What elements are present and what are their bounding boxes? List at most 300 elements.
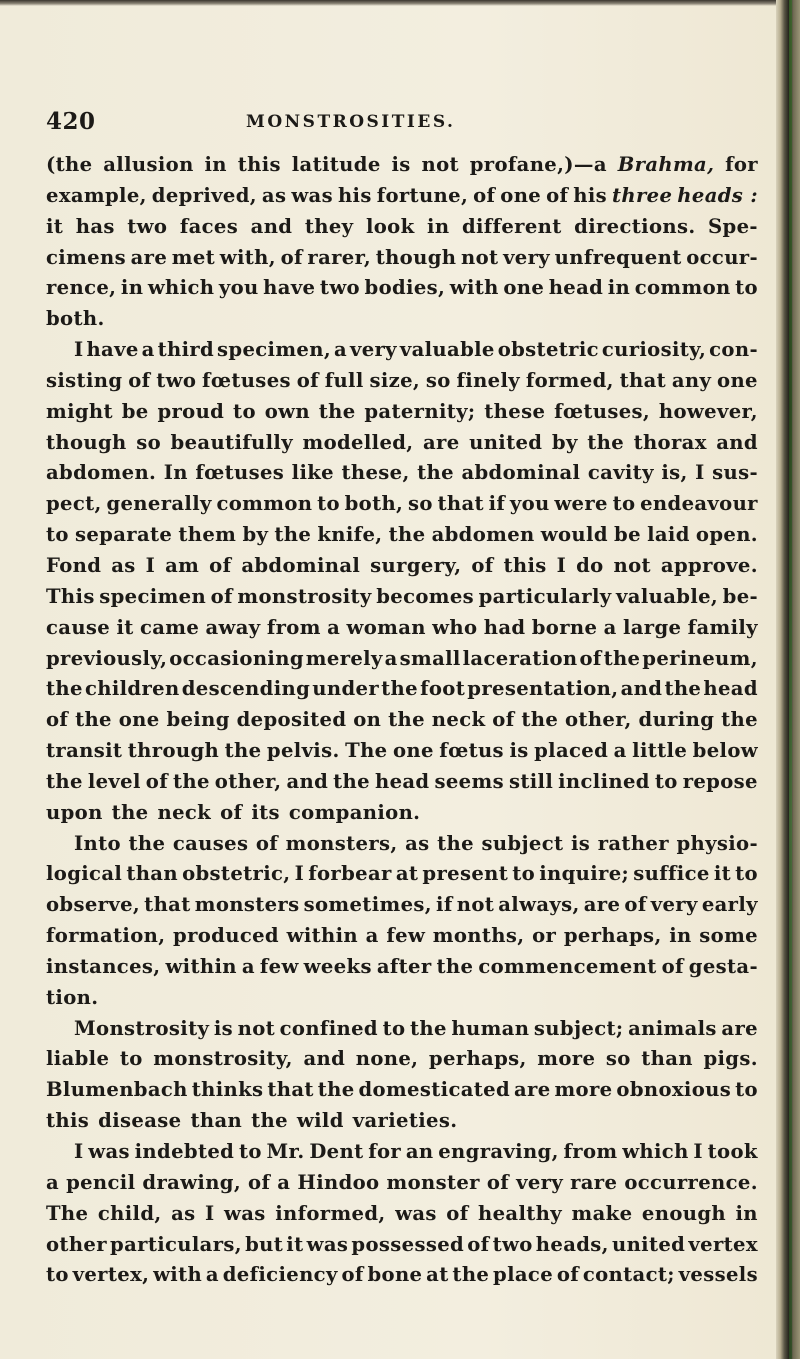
word: always, [498, 893, 580, 917]
text-line [46, 397, 758, 428]
word: large [622, 615, 682, 639]
word: Mr. [266, 1140, 305, 1163]
word: becomes [376, 584, 475, 608]
word: in [669, 924, 692, 948]
word: with [449, 276, 499, 300]
word: of [492, 708, 515, 732]
word: wild [296, 1109, 344, 1133]
word: is [570, 831, 591, 855]
word: none, [355, 1047, 419, 1071]
word: This [46, 584, 95, 608]
word: so [136, 430, 162, 454]
word: though [375, 245, 457, 269]
word: the [388, 708, 425, 732]
word: woman [346, 615, 426, 639]
word: these [484, 399, 546, 423]
word: are [721, 1016, 758, 1040]
word: subject; [533, 1016, 624, 1040]
word: away [205, 615, 261, 639]
word: met [171, 245, 216, 269]
word: and [286, 769, 329, 793]
text-line [46, 1014, 758, 1045]
word: varieties. [352, 1109, 458, 1133]
word: pencil [66, 1170, 136, 1194]
word: was [224, 1201, 266, 1225]
word: cause [46, 615, 111, 639]
word: of [546, 183, 569, 207]
word: very [349, 338, 397, 362]
word: of [624, 893, 647, 917]
word: bone [367, 1263, 423, 1287]
text-line [46, 613, 758, 644]
word: to [654, 769, 678, 793]
word: that [437, 492, 484, 516]
word: that [267, 1078, 314, 1102]
word: more [537, 1047, 596, 1071]
word: few [386, 924, 426, 948]
word: physio- [676, 831, 758, 855]
word: I [693, 1140, 703, 1163]
text-line [46, 273, 758, 304]
word: The [46, 1201, 89, 1225]
word: had [483, 615, 526, 639]
word: rence, [46, 276, 117, 300]
word: open. [695, 523, 758, 547]
word: it [286, 1232, 304, 1256]
word: presentation, [467, 677, 619, 701]
word: from [266, 615, 321, 639]
word: than [126, 862, 178, 886]
word: a [241, 954, 255, 978]
word: you [218, 276, 259, 300]
word: was [395, 1201, 437, 1225]
text-line [46, 1106, 758, 1137]
word: indebted [134, 1140, 235, 1163]
word: for [368, 1140, 402, 1163]
word: occasioning [169, 646, 304, 670]
word: monstrosity [237, 584, 372, 608]
text-line [46, 859, 758, 890]
word: or [532, 924, 557, 948]
word: the [46, 677, 83, 701]
word: in [204, 153, 227, 176]
word: two [319, 276, 360, 300]
word: I [556, 553, 567, 577]
word: third [157, 338, 215, 362]
word: fortune, [376, 183, 469, 207]
word: example, [46, 183, 147, 207]
word: but [245, 1232, 284, 1256]
word: the [172, 769, 210, 793]
word: below [692, 739, 758, 763]
word: the [721, 708, 758, 732]
word: abdomen [431, 523, 535, 547]
word: the [128, 831, 166, 855]
word: descending [181, 677, 311, 701]
word: any [671, 368, 712, 392]
word: profane,)—a [469, 153, 607, 176]
word: as [111, 553, 136, 577]
word: within [286, 924, 359, 948]
word: of [220, 800, 243, 824]
text-line [46, 1199, 758, 1230]
word: valuable [399, 338, 495, 362]
word: being [166, 708, 230, 732]
word: bodies, [364, 276, 446, 300]
word: it [46, 214, 64, 238]
word: observe, [46, 893, 141, 917]
word: within [165, 954, 237, 978]
word: one [118, 708, 160, 732]
word: deprived, [151, 183, 257, 207]
word: I [294, 862, 305, 886]
word: the [587, 430, 625, 454]
word: occurrence. [624, 1170, 758, 1194]
word: from [563, 1140, 618, 1163]
word: I [74, 1140, 84, 1163]
word: one [503, 276, 545, 300]
word: so [605, 1047, 631, 1071]
word: if [436, 893, 453, 917]
word: and [716, 430, 758, 454]
word: might [46, 399, 113, 423]
word: seems [434, 769, 504, 793]
word: surgery, [370, 553, 462, 577]
word: pect, [46, 492, 102, 516]
word: has [75, 214, 115, 238]
word: other, [214, 769, 282, 793]
word: rare [570, 1170, 618, 1194]
word: borne [531, 615, 598, 639]
word: generally [106, 492, 212, 516]
word: Into [74, 831, 121, 855]
word: in [735, 1201, 758, 1225]
word: some [699, 924, 758, 948]
word: his [337, 183, 372, 207]
word: upon [46, 800, 103, 824]
word: monstrosity, [153, 1047, 293, 1071]
word: laid [647, 523, 690, 547]
word: rather [597, 831, 669, 855]
running-head [46, 108, 756, 138]
word: a [365, 924, 379, 948]
word: abdominal [241, 553, 361, 577]
word: placed [534, 739, 609, 763]
word: do [576, 553, 604, 577]
text-line [46, 1044, 758, 1075]
word: logical [46, 862, 123, 886]
word: suffice [633, 862, 710, 886]
word: and [303, 1047, 346, 1071]
word: Brahma, [617, 153, 715, 176]
word: under [312, 677, 380, 701]
word: of [579, 646, 602, 670]
word: the [46, 769, 83, 793]
word: of [473, 183, 496, 207]
word: Blumenbach [46, 1078, 188, 1102]
word: these, [341, 461, 410, 485]
word: monsters [194, 893, 300, 917]
word: the [251, 1109, 288, 1133]
word: Monstrosity [74, 1016, 210, 1040]
word: two [127, 214, 168, 238]
word: of [486, 1170, 510, 1194]
word: to [317, 492, 340, 516]
text-line [46, 582, 758, 613]
word: a [333, 338, 348, 362]
word: this [237, 153, 281, 176]
word: the [318, 399, 356, 423]
body-text [46, 150, 758, 1291]
text-line [46, 212, 758, 243]
word: still [508, 769, 554, 793]
text-line [46, 736, 758, 767]
word: so [407, 492, 433, 516]
word: different [461, 214, 562, 238]
text-line [46, 983, 758, 1014]
word: by [551, 430, 578, 454]
word: thinks [191, 1078, 264, 1102]
word: own [264, 399, 310, 423]
word: a [277, 1170, 291, 1194]
word: inclined [558, 769, 650, 793]
word: during [638, 708, 715, 732]
word: of [209, 553, 232, 577]
word: of [280, 245, 303, 269]
word: place [493, 1263, 554, 1287]
word: thorax [633, 430, 707, 454]
word: for [725, 153, 758, 176]
word: united [611, 1232, 686, 1256]
word: by [242, 523, 269, 547]
word: is [391, 153, 411, 176]
word: allusion [103, 153, 194, 176]
word: a [603, 615, 617, 639]
word: inquire; [539, 862, 630, 886]
word: one [500, 183, 542, 207]
word: with, [219, 245, 276, 269]
word: sus- [712, 461, 758, 485]
word: three [612, 183, 673, 207]
word: Dent [309, 1140, 364, 1163]
word: are [513, 1078, 551, 1102]
word: the [111, 800, 149, 824]
word: beautifully [170, 430, 293, 454]
word: Hindoo [297, 1170, 380, 1194]
word: look [365, 214, 415, 238]
word: perhaps, [428, 1047, 527, 1071]
word: pigs. [703, 1047, 758, 1071]
word: make [571, 1201, 633, 1225]
text-line [46, 366, 758, 397]
text-line [46, 150, 758, 181]
text-line [46, 798, 758, 829]
word: to [512, 862, 536, 886]
word: as [405, 831, 430, 855]
word: of [341, 1263, 364, 1287]
word: both, [344, 492, 404, 516]
word: previously, [46, 646, 168, 670]
word: is, [661, 461, 688, 485]
word: children [84, 677, 180, 701]
word: in [120, 276, 144, 300]
text-line [46, 428, 758, 459]
word: I [695, 461, 705, 485]
word: was [306, 1232, 349, 1256]
text-line [46, 335, 758, 366]
word: vessels [678, 1263, 758, 1287]
word: particulars, [110, 1232, 242, 1256]
word: in [607, 276, 631, 300]
word: obstetric, [182, 862, 291, 886]
word: common [634, 276, 731, 300]
word: heads, [535, 1232, 609, 1256]
word: are [423, 430, 460, 454]
word: of [471, 553, 494, 577]
word: this [46, 1109, 90, 1133]
word: informed, [275, 1201, 386, 1225]
text-line [46, 952, 758, 983]
word: is [509, 739, 529, 763]
word: not [613, 553, 651, 577]
word: modelled, [302, 430, 414, 454]
text-line [46, 890, 758, 921]
word: specimen [99, 584, 207, 608]
word: a [613, 739, 627, 763]
word: of [46, 708, 69, 732]
word: neck [157, 800, 212, 824]
word: perhaps, [563, 924, 662, 948]
page-number: 420 [46, 108, 96, 135]
word: very [516, 1170, 564, 1194]
word: In [163, 461, 188, 485]
word: full [324, 368, 364, 392]
word: abdomen. [46, 461, 157, 485]
word: Fond [46, 553, 102, 577]
text-line [46, 1137, 758, 1168]
word: united [469, 430, 543, 454]
word: repose [682, 769, 758, 793]
word: to [382, 1016, 406, 1040]
word: at [426, 1263, 449, 1287]
word: a [46, 1170, 60, 1194]
word: fœtuses [195, 461, 285, 485]
word: rarer, [307, 245, 372, 269]
word: obnoxious [616, 1078, 732, 1102]
word: a [205, 1263, 219, 1287]
word: sisting [46, 368, 123, 392]
word: causes [172, 831, 249, 855]
word: which [147, 276, 215, 300]
word: endeavour [640, 492, 758, 516]
word: is [213, 1016, 234, 1040]
word: to [612, 492, 636, 516]
text-line [46, 921, 758, 952]
word: cavity [587, 461, 654, 485]
word: as [171, 1201, 196, 1225]
word: to [735, 276, 758, 300]
word: not [461, 245, 499, 269]
word: which [622, 1140, 689, 1163]
word: of [556, 1263, 580, 1287]
word: to [735, 862, 758, 886]
word: the [317, 1078, 355, 1102]
word: possessed [351, 1232, 465, 1256]
text-line [46, 705, 758, 736]
word: curiosity, [601, 338, 707, 362]
word: occur- [686, 245, 758, 269]
word: than [641, 1047, 693, 1071]
book-spine-edge [776, 0, 800, 1359]
word: unfrequent [554, 245, 682, 269]
word: was [88, 1140, 130, 1163]
word: two [156, 368, 197, 392]
word: little [632, 739, 688, 763]
word: companion. [288, 800, 421, 824]
word: separate [74, 523, 173, 547]
word: formed, [525, 368, 614, 392]
word: on [353, 708, 382, 732]
word: be [614, 523, 641, 547]
word: it [116, 615, 134, 639]
word: very [503, 245, 551, 269]
word: through [127, 739, 220, 763]
word: fœtus [439, 739, 504, 763]
word: fœtuses [202, 368, 291, 392]
word: to [46, 1263, 69, 1287]
word: two [492, 1232, 533, 1256]
word: family [687, 615, 758, 639]
word: gesta- [688, 954, 758, 978]
word: more [554, 1078, 613, 1102]
text-line [46, 489, 758, 520]
word: the [75, 708, 112, 732]
word: that [144, 893, 191, 917]
word: the [436, 954, 474, 978]
word: deficiency [222, 1263, 338, 1287]
word: not [456, 893, 495, 917]
word: the [521, 708, 559, 732]
word: drawing, [142, 1170, 242, 1194]
word: this [503, 553, 547, 577]
word: of [145, 769, 168, 793]
word: a [384, 646, 398, 670]
word: them [178, 523, 237, 547]
word: and [250, 214, 293, 238]
text-line [46, 243, 758, 274]
word: size, [369, 368, 421, 392]
word: of [210, 584, 233, 608]
word: paternity; [364, 399, 476, 423]
word: liable [46, 1047, 110, 1071]
word: particularly [478, 584, 612, 608]
word: very [650, 893, 698, 917]
word: monster [386, 1170, 480, 1194]
word: proud [157, 399, 225, 423]
text-line [46, 1230, 758, 1261]
word: forbear [308, 862, 392, 886]
word: vertex [688, 1232, 758, 1256]
word: enough [641, 1201, 726, 1225]
word: be [121, 399, 149, 423]
word: you [509, 492, 550, 516]
word: the [333, 769, 370, 793]
word: am [165, 553, 200, 577]
word: human [451, 1016, 530, 1040]
word: I [145, 553, 156, 577]
word: months, [432, 924, 525, 948]
word: disease [98, 1109, 182, 1133]
